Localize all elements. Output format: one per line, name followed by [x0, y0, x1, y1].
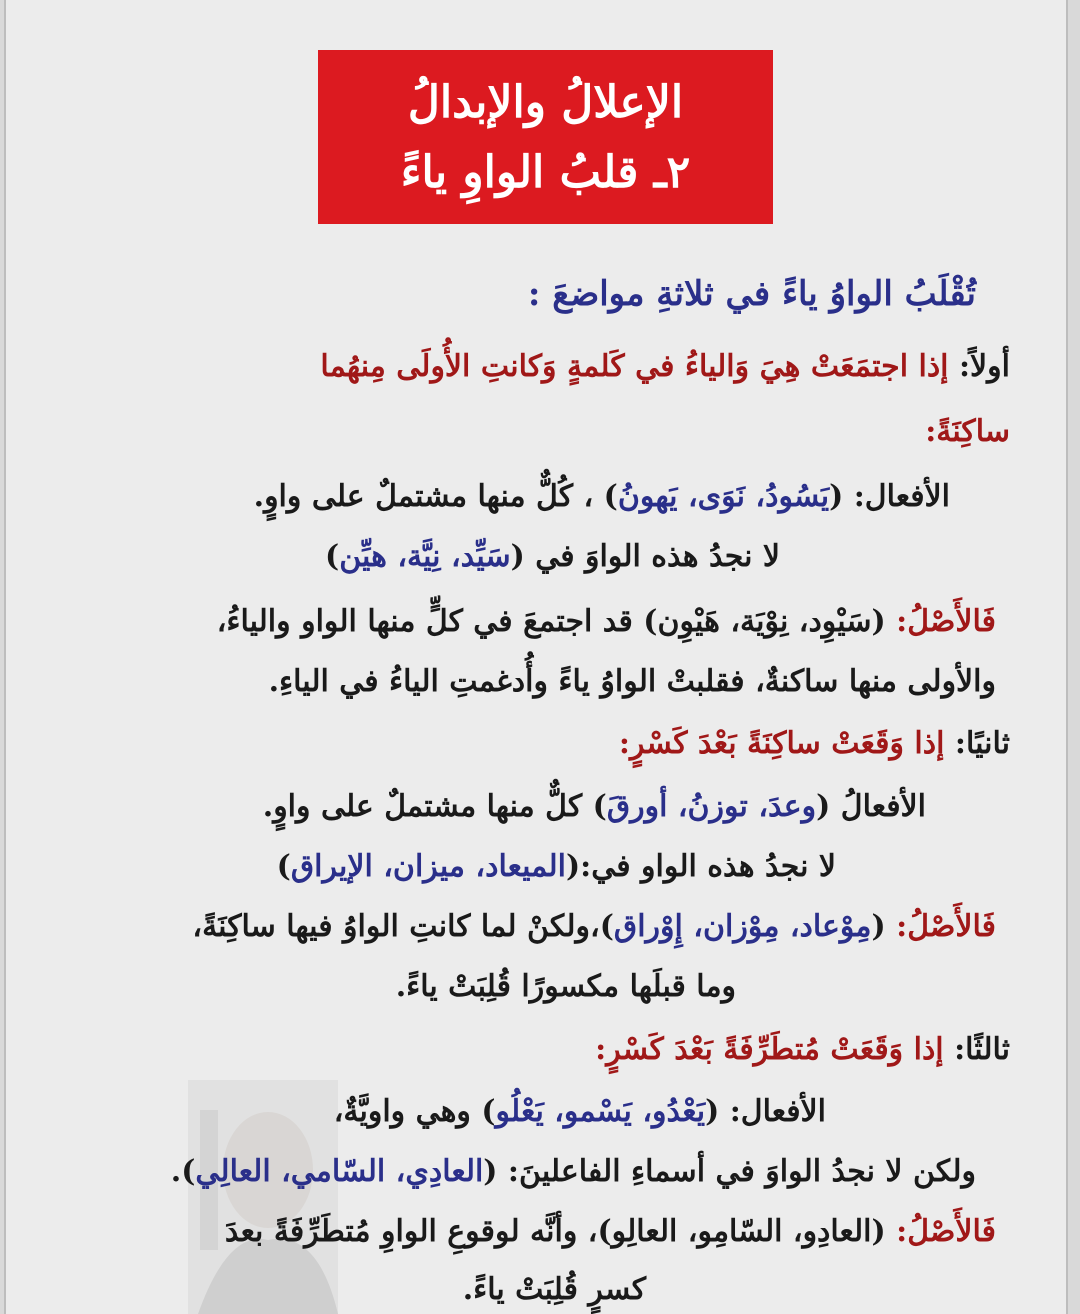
third-label: ثالثًا:	[954, 1032, 1010, 1067]
third-ex1-words: يَعْدُو، يَسْمو، يَعْلُو	[495, 1094, 706, 1129]
first-ex2-suffix: )	[324, 539, 340, 574]
title-line-1: الإعلالُ والإبدالُ	[407, 77, 684, 128]
second-origin-label: فَالأَصْلُ:	[896, 909, 996, 944]
third-ex2-words: العادِي، السّامي، العالِي	[195, 1154, 484, 1189]
second-example-2	[277, 845, 836, 889]
second-ex2-words: الميعاد، ميزان، الإيراق	[290, 849, 566, 884]
third-ex2-suffix: ).	[170, 1154, 196, 1189]
third-example-2	[171, 1150, 976, 1194]
first-example-1	[254, 475, 950, 519]
first-rule-text: إذا اجتمَعَتْ هِيَ وَالياءُ في كَلمةٍ وَكانتِ الأُولَى مِنهُما	[320, 349, 949, 384]
first-ex1-suffix: ) ، كُلٌّ منها مشتملٌ على واوٍ.	[253, 479, 618, 514]
second-example-1	[263, 785, 926, 829]
third-example-1	[334, 1090, 826, 1134]
second-ex2-suffix: )	[276, 849, 291, 884]
intro-heading: تُقْلَبُ الواوُ ياءً في ثلاثةِ مواضعَ :	[527, 274, 976, 314]
second-ex2-prefix: لا نجدُ هذه الواو في:(	[565, 849, 836, 884]
first-ex1-words: يَسُودُ، نَوَى، يَهونُ	[617, 479, 830, 514]
first-label: أولاً:	[958, 349, 1010, 384]
third-rule-line	[595, 1028, 1010, 1072]
second-origin-suffix: )،ولكنْ لما كانتِ الواوُ فيها ساكِنَةً،	[192, 909, 614, 944]
first-ex2-prefix: لا نجدُ هذه الواوَ في (	[510, 539, 780, 574]
second-origin-line-2: وما قبلَها مكسورًا قُلِبَتْ ياءً.	[395, 969, 736, 1004]
first-origin-text: (سَيْوِد، نِوْيَة، هَيْوِن) قد اجتمعَ في كلٍّ منها الواو والياءُ،	[216, 604, 897, 639]
first-ex2-words: سَيِّد، نِيَّة، هيِّن	[339, 539, 511, 574]
third-ex1-prefix: الأفعال: (	[705, 1094, 826, 1129]
first-rule-line-2: ساكِنَةً:	[925, 414, 1010, 449]
first-origin-label: فَالأَصْلُ:	[896, 604, 996, 639]
first-rule-line	[320, 345, 1010, 389]
third-ex1-suffix: ) وهي واويَّةٌ،	[333, 1094, 496, 1129]
second-origin-prefix: (	[871, 909, 897, 944]
second-rule-text: إذا وَقَعَتْ ساكِنَةً بَعْدَ كَسْرٍ:	[618, 726, 945, 761]
page-frame	[4, 0, 1068, 1314]
title-banner	[318, 50, 773, 224]
second-ex1-suffix: ) كلٌّ منها مشتملٌ على واوٍ.	[262, 789, 607, 824]
third-origin-line-2: كسرٍ قُلِبَتْ ياءً.	[462, 1272, 646, 1307]
third-ex2-prefix: ولكن لا نجدُ الواوَ في أسماءِ الفاعلينَ: (	[483, 1154, 976, 1189]
author-portrait-watermark	[188, 1080, 338, 1314]
first-example-2	[325, 535, 780, 579]
second-origin-line-1	[192, 905, 996, 949]
second-ex1-prefix: الأفعالُ (	[816, 789, 926, 824]
second-rule-line	[619, 722, 1010, 766]
third-origin-line-1	[225, 1210, 996, 1254]
third-origin-text: (العادِو، السّامِو، العالِو)، وأنَّه لوقوعِ الواوِ مُتطَرِّفَةً بعدَ	[224, 1214, 897, 1249]
third-rule-text: إذا وَقَعَتْ مُتطَرِّفَةً بَعْدَ كَسْرٍ:	[595, 1032, 944, 1067]
second-origin-words: مِوْعاد، مِوْزان، إِوْراق	[613, 909, 872, 944]
first-origin-line-1	[217, 600, 996, 644]
second-ex1-words: وعدَ، توزنُ، أورقَ	[606, 789, 817, 824]
first-ex1-prefix: الأفعال: (	[829, 479, 950, 514]
second-label: ثانيًا:	[954, 726, 1010, 761]
first-origin-line-2: والأولى منها ساكنةٌ، فقلبتْ الواوُ ياءً وأُدغمتِ الياءُ في الياءِ.	[268, 664, 996, 699]
third-origin-label: فَالأَصْلُ:	[896, 1214, 996, 1249]
title-line-2: ٢ـ قلبُ الواوِ ياءً	[400, 147, 691, 198]
